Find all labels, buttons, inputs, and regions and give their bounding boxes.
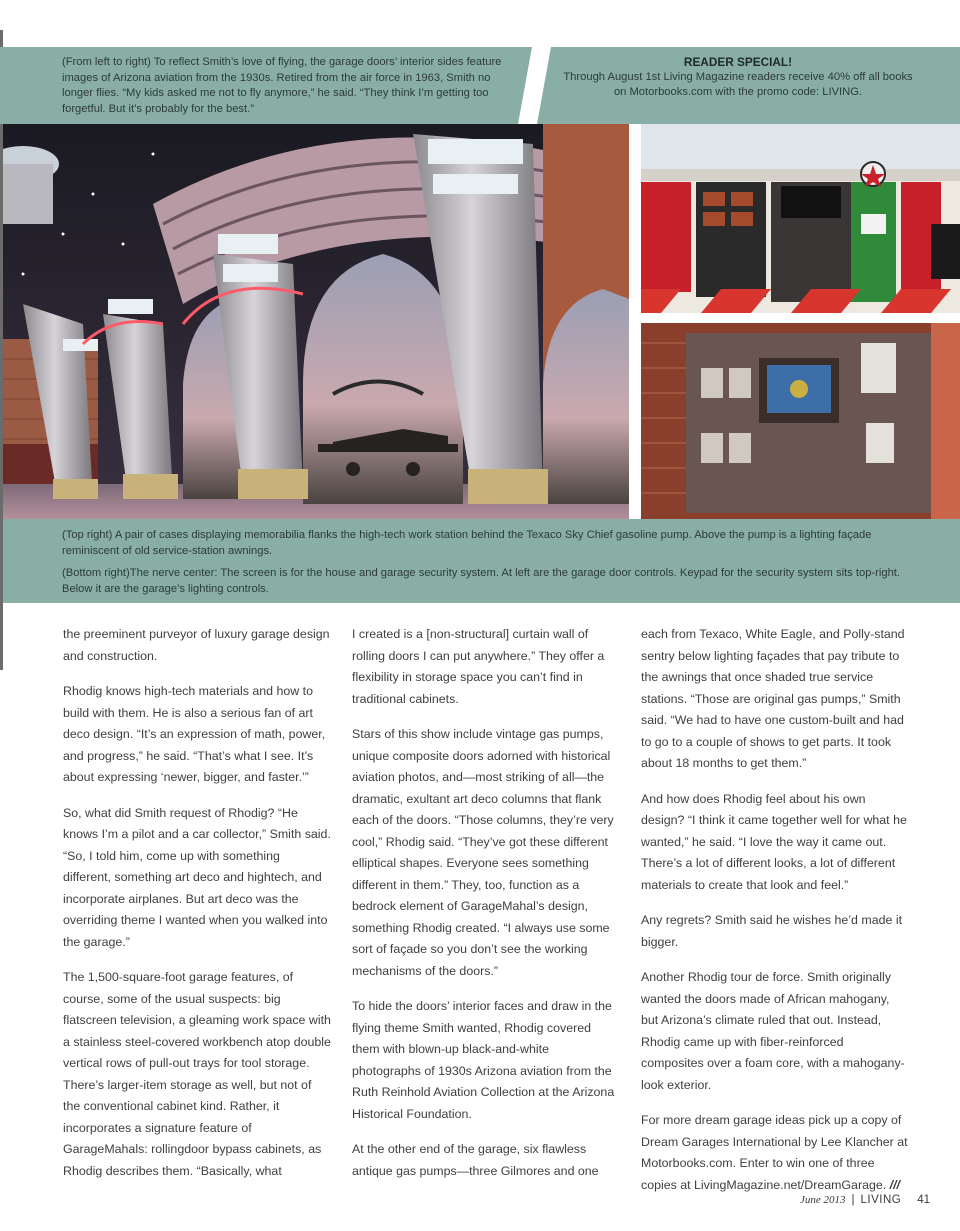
article-paragraph: At the other end of the garage, six flawless antique gas pumps—three Gilmores and one bbox=[352, 1142, 599, 1178]
band-divider-slash bbox=[518, 47, 552, 124]
article-paragraph: I created is a [non-structural] curtain wall of rolling doors I can put anywhere.” They offer a flexibility in storage space you can’t find in traditional cabinets. bbox=[352, 627, 605, 706]
photo-caption-bottom-right: (Bottom right)The nerve center: The screen is for the house and garage security system. At left are the garage door controls. Keypad for the security system sits top-right. Below it are the garage’s lighting controls. bbox=[62, 567, 901, 595]
end-mark: /// bbox=[889, 1177, 900, 1192]
article-paragraph: Another Rhodig tour de force. Smith originally wanted the doors made of African mahogany, but Arizona’s climate ruled that out. Instead, Rhodig came up with fiber-reinforced composites over a foam core, with a mahogany-look exterior. bbox=[641, 970, 905, 1092]
article-paragraph: the preeminent purveyor of luxury garage design and construction. bbox=[63, 627, 330, 663]
article-paragraph: The 1,500-square-foot garage features, of course, some of the usual suspects: big flatscreen television, a gleaming work space with a stainless steel-covered workbench atop double vertical rows of pull-out trays for tool storage. There’s larger-item storage as well, but not of the conventional cabinet kind. Rather, it incorporates a signature feature of GarageMahals: rollingdoor bypass cabinets, as Rhodig describes them. “Basically, what bbox=[63, 970, 331, 1178]
article-column-2 bbox=[352, 624, 620, 1196]
photo-caption-left: (From left to right) To reflect Smith’s love of flying, the garage doors’ interior sides feature images of Arizona aviation from the 1930s. Retired from the air force in 1963, Smith no longer flies. “My kids asked me not to fly anymore,” he said. “They think I’m getting too forgetful. But it’s probably for the best.” bbox=[62, 56, 502, 115]
reader-special-body: Through August 1st Living Magazine readers receive 40% off all books on Motorbooks.com with the promo code: LIVING. bbox=[563, 71, 913, 98]
issue-date: June 2013 bbox=[799, 1194, 846, 1206]
article-final-text: For more dream garage ideas pick up a copy of Dream Garages International by Lee Klancher at Motorbooks.com. Enter to win one of three copies at LivingMagazine.net/DreamGarage. bbox=[641, 1113, 908, 1192]
garage-doors-photo bbox=[3, 124, 629, 519]
texaco-pump-workstation-photo bbox=[641, 124, 960, 313]
article-final-paragraph bbox=[641, 1110, 909, 1196]
article-paragraph: To hide the doors’ interior faces and draw in the flying theme Smith wanted, Rhodig covered them with blown-up black-and-white photographs of 1930s Arizona aviation from the Ruth Reinhold Aviation Collection at the Arizona Historical Foundation. bbox=[352, 999, 615, 1121]
article-column-3 bbox=[641, 624, 909, 1210]
article-paragraph: Rhodig knows high-tech materials and how to build with them. He is also a serious fan of art deco design. “It’s an expression of math, power, and progress,” he said. “That’s what I see. It’s about expressing ‘newer, bigger, and faster.’” bbox=[63, 684, 326, 784]
footer-separator: | bbox=[851, 1194, 855, 1206]
article-paragraph: And how does Rhodig feel about his own design? “I think it came together well for what he wanted,” he said. “I love the way it came out. There’s a lot of different looks, a lot of different materials to create that look and feel.” bbox=[641, 791, 907, 892]
reader-special-title: READER SPECIAL! bbox=[683, 55, 793, 69]
article-column-1 bbox=[63, 624, 331, 1196]
magazine-name: LIVING bbox=[860, 1194, 902, 1206]
article-paragraph: So, what did Smith request of Rhodig? “He knows I’m a pilot and a car collector,” Smith said. “So, I told him, come up with something different, something art deco and hightech, and incorporate airplanes. But art deco was the overriding theme I wanted when you walked into the garage.” bbox=[63, 805, 331, 949]
page-number: 41 bbox=[917, 1194, 930, 1206]
reader-special-box bbox=[560, 55, 916, 100]
security-control-panel-photo bbox=[641, 323, 960, 519]
article-paragraph: each from Texaco, White Eagle, and Polly-stand sentry below lighting façades that pay tribute to the awnings that once shaded true service stations. “Those are original gas pumps,” Smith said. “We had to have one custom-built and had to go to a couple of shows to get parts. It took about 18 months to get them.” bbox=[641, 627, 905, 770]
article-paragraph: Any regrets? Smith said he wishes he’d made it bigger. bbox=[641, 913, 903, 949]
article-paragraph: Stars of this show include vintage gas pumps, unique composite doors adorned with historical aviation photos, and—most striking of all—the dramatic, exultant art deco columns that flank each of the doors. “Those columns, they’re very cool,” Rhodig said. “They’ve got these different elliptical shapes. Everyone sees something different in them.” They, too, function as a bedrock element of GarageMahal’s design, something Rhodig created. “I always use some sort of façade so you don’t see the working mechanisms of the doors.” bbox=[352, 727, 614, 978]
page-footer bbox=[800, 1194, 930, 1206]
photo-caption-top-right: (Top right) A pair of cases displaying memorabilia flanks the high-tech work station behind the Texaco Sky Chief gasoline pump. Above the pump is a lighting façade reminiscent of old service-station awnings. bbox=[62, 529, 872, 557]
